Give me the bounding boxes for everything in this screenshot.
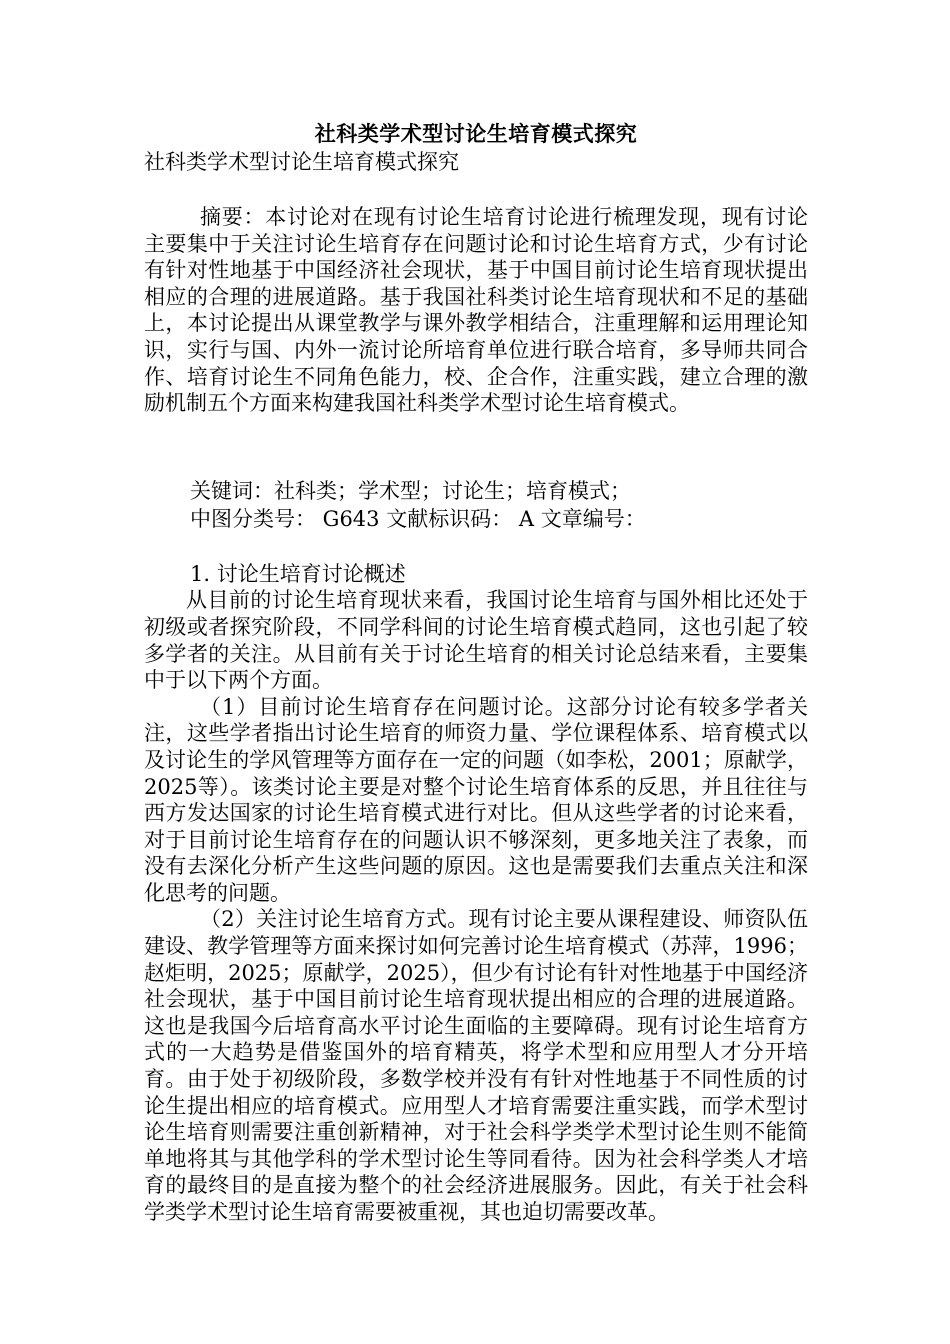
document-title: 社科类学术型讨论生培育模式探究: [314, 121, 638, 146]
classification-line: 中图分类号： G643 文献标识码： A 文章编号：: [190, 506, 646, 531]
point-2-paragraph: （2）关注讨论生培育方式。现有讨论主要从课程建设、师资队伍建设、教学管理等方面来探讨如何完善讨论生培育模式（苏萍，1996；赵炬明，2025；原献学，2025），但少有讨论有针对性地基于中国经济社会现状，基于中国目前讨论生培育现状提出相应的合理的进展道路。这也是我国今后培育高水平讨论生面临的主要障碍。现有讨论生培育方式的一大趋势是借鉴国外的培育精英，将学术型和应用型人才分开培育。由于处于初级阶段，多数学校并没有有针对性地基于不同性质的讨论生提出相应的培育模式。应用型人才培育需要注重实践，而学术型讨论生培育则需要注重创新精神，对于社会科学类学术型讨论生则不能简单地将其与其他学科的学术型讨论生等同看待。因为社会科学类人才培育的最终目的是直接为整个的社会经济进展服务。因此，有关于社会科学类学术型讨论生培育需要被重视，其也迫切需要改革。: [144, 907, 808, 1224]
point-1-paragraph: （1）目前讨论生培育存在问题讨论。这部分讨论有较多学者关注，这些学者指出讨论生培育的师资力量、学位课程体系、培育模式以及讨论生的学风管理等方面存在一定的问题（如李松，2001；原献学，2025等）。该类讨论主要是对整个讨论生培育体系的反思，并且往往与西方发达国家的讨论生培育模式进行对比。但从这些学者的讨论来看，对于目前讨论生培育存在的问题认识不够深刻，更多地关注了表象，而没有去深化分析产生这些问题的原因。这也是需要我们去重点关注和深化思考的问题。: [144, 694, 808, 905]
section-heading: 1. 讨论生培育讨论概述: [190, 561, 406, 586]
document-subtitle: 社科类学术型讨论生培育模式探究: [144, 150, 459, 174]
keywords-block: [144, 477, 808, 533]
keywords-line: 关键词：社科类；学术型；讨论生；培育模式；: [190, 478, 631, 503]
document-page: [144, 120, 808, 1226]
abstract-paragraph: 摘要：本讨论对在现有讨论生培育讨论进行梳理发现，现有讨论主要集中于关注讨论生培育存在问题讨论和讨论生培育方式，少有讨论有针对性地基于中国经济社会现状，基于中国目前讨论生培育现状提出相应的合理的进展道路。基于我国社科类讨论生培育现状和不足的基础上，本讨论提出从课堂教学与课外教学相结合，注重理解和运用理论知识，实行与国、内外一流讨论所培育单位进行联合培育，多导师共同合作、培育讨论生不同角色能力，校、企合作，注重实践，建立合理的激励机制五个方面来构建我国社科类学术型讨论生培育模式。: [144, 205, 808, 416]
intro-paragraph: 从目前的讨论生培育现状来看，我国讨论生培育与国外相比还处于初级或者探究阶段，不同学科间的讨论生培育模式趋同，这也引起了较多学者的关注。从目前有关于讨论生培育的相关讨论总结来看，主要集中于以下两个方面。: [144, 588, 808, 693]
